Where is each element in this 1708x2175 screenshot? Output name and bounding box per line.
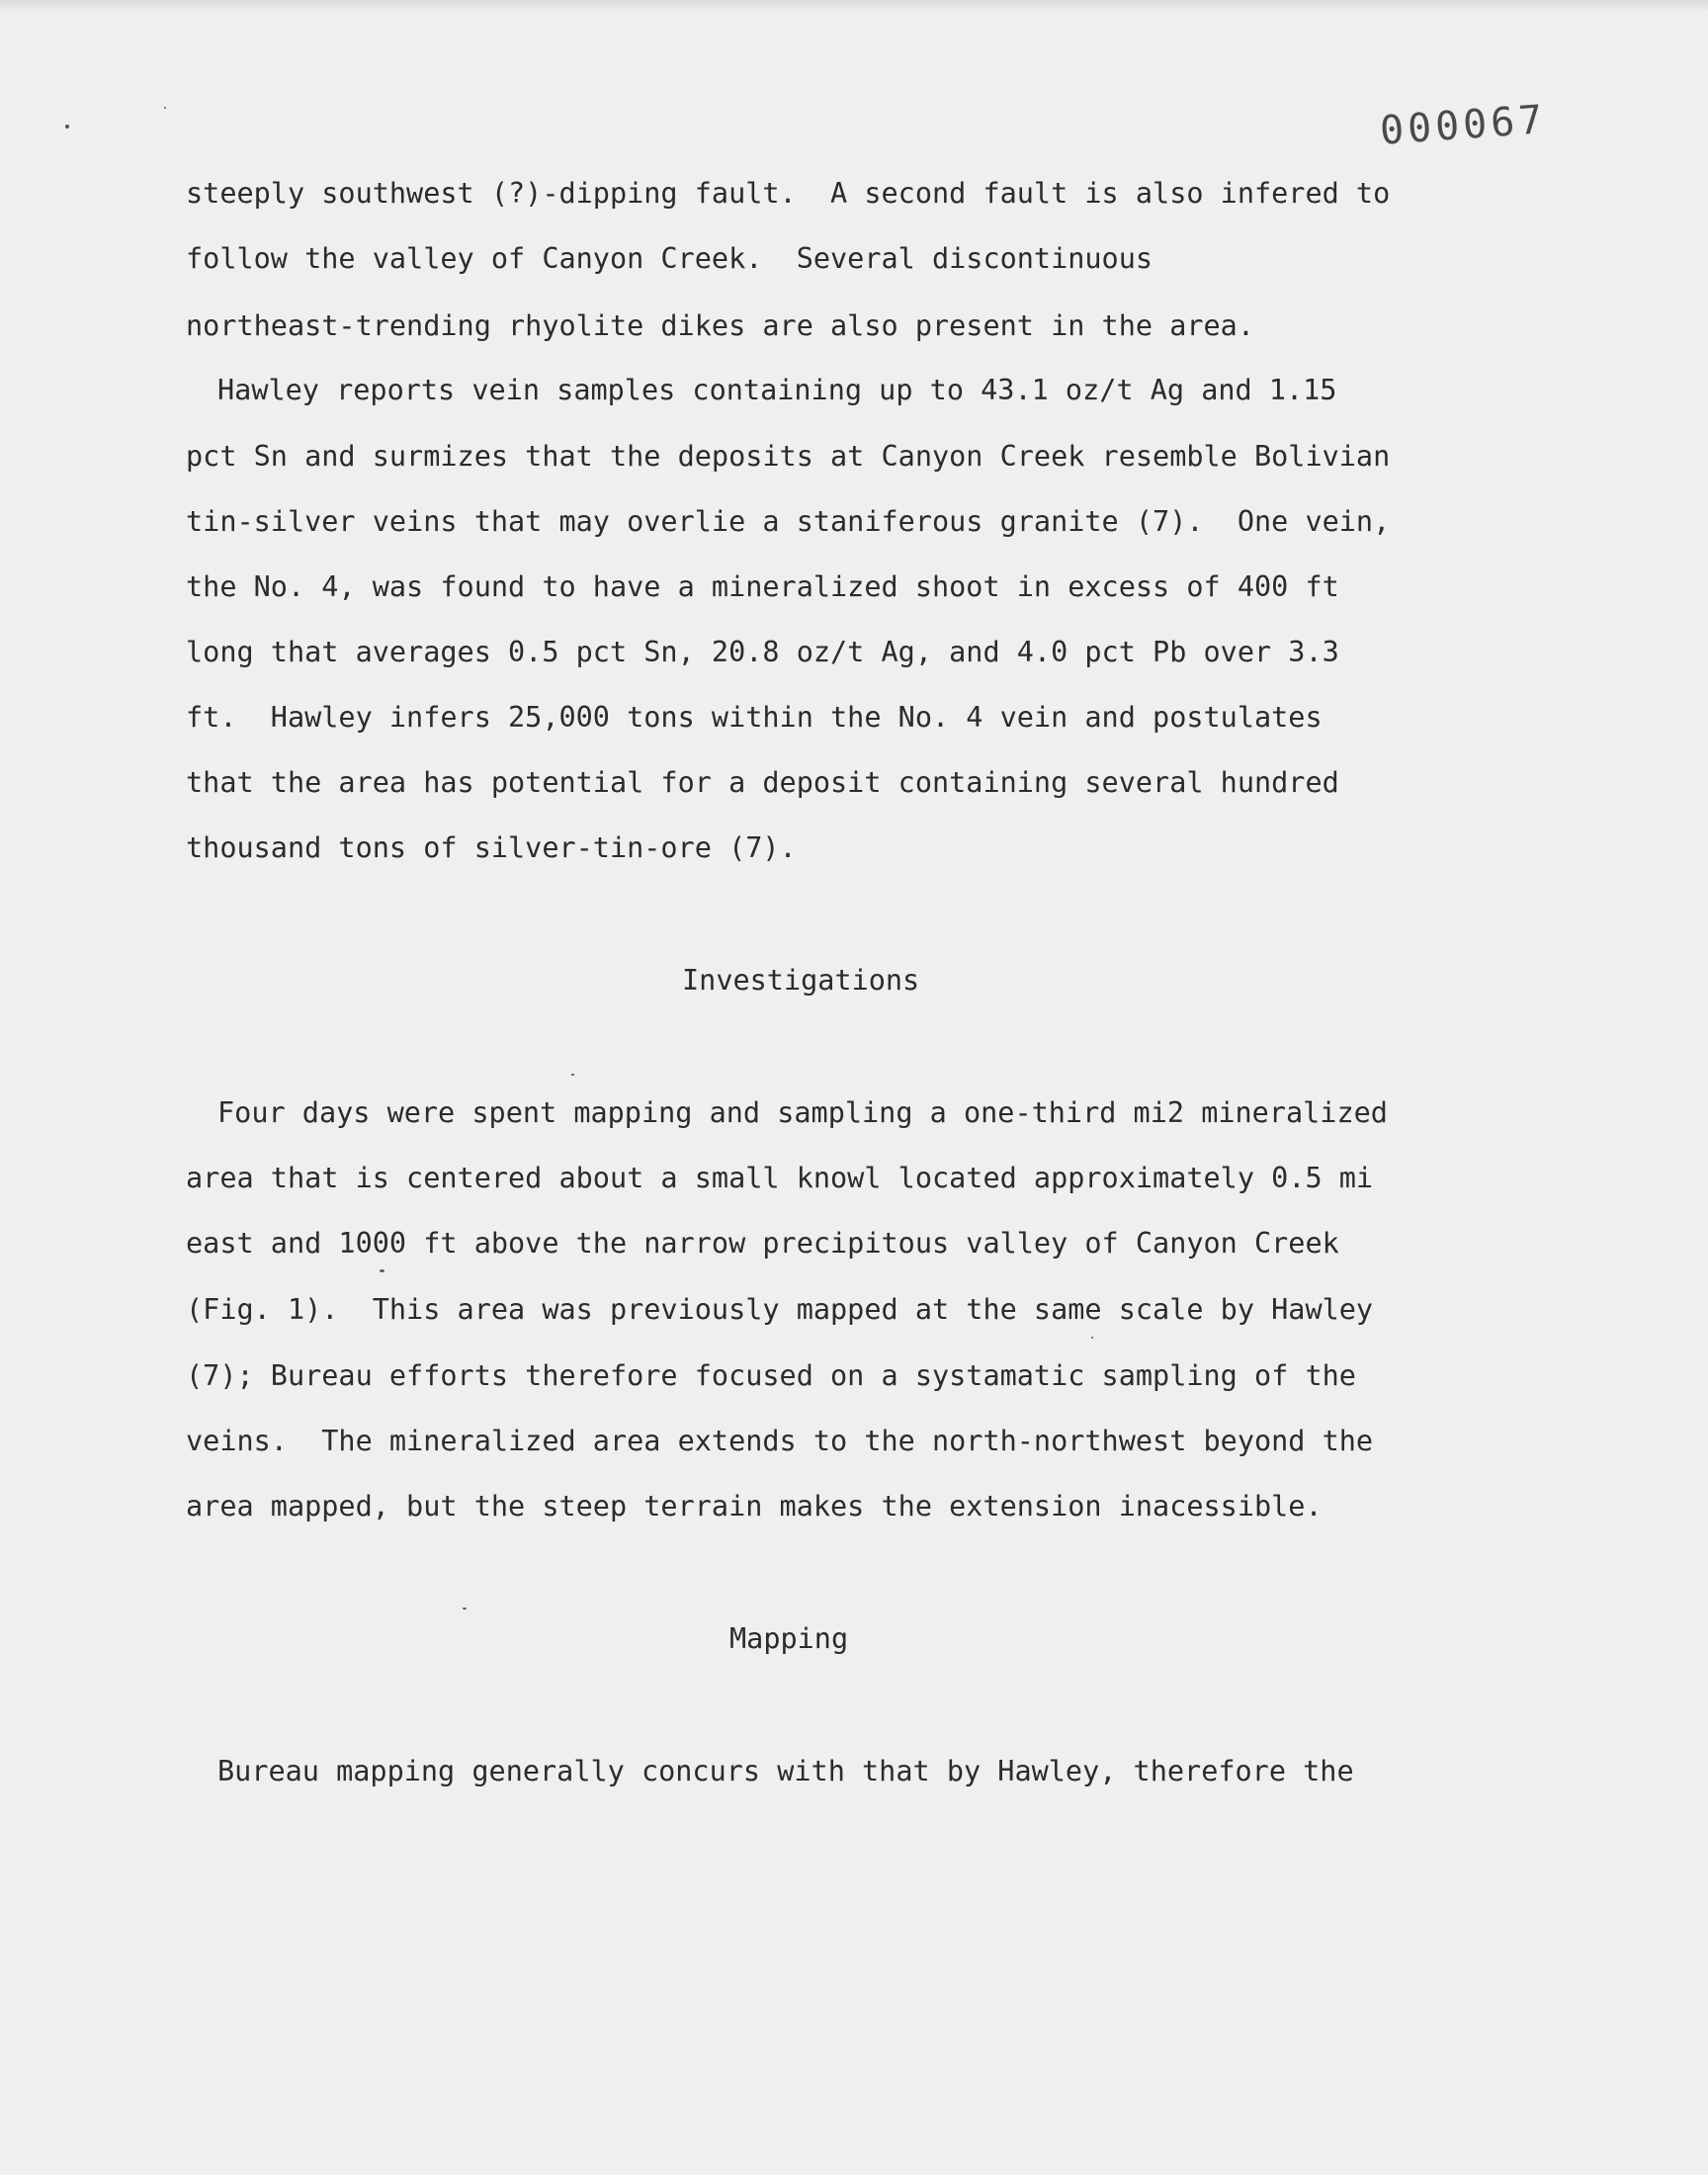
scan-speck [463,1608,467,1610]
text-line: Hawley reports vein samples containing up to 43.1 oz/t Ag and 1.15 [217,374,1337,406]
text-line: pct Sn and surmizes that the deposits at Canyon Creek resemble Bolivian [186,440,1391,473]
text-line: steeply southwest (?)-dipping fault. A second fault is also infered to [186,177,1391,210]
scan-edge [0,0,1708,12]
scan-speck [380,1269,384,1272]
text-line: northeast-trending rhyolite dikes are also present in the area. [186,309,1254,342]
text-line: Bureau mapping generally concurs with that by Hawley, therefore the [217,1755,1354,1787]
scan-speck [164,107,166,109]
text-line: that the area has potential for a deposit containing several hundred [186,766,1339,799]
text-line: (7); Bureau efforts therefore focused on a systamatic sampling of the [186,1359,1356,1392]
text-line: the No. 4, was found to have a mineralized shoot in excess of 400 ft [186,570,1339,603]
text-line: ft. Hawley infers 25,000 tons within the No. 4 vein and postulates [186,701,1323,734]
text-line: (Fig. 1). This area was previously mapped at the same scale by Hawley [186,1293,1374,1326]
text-line: thousand tons of silver-tin-ore (7). [186,831,797,864]
scan-speck [571,1074,574,1076]
scan-speck [65,125,69,129]
text-line: veins. The mineralized area extends to the north-northwest beyond the [186,1425,1374,1457]
text-line: Four days were spent mapping and sampling a one-third mi2 mineralized [217,1096,1388,1129]
section-heading-mapping: Mapping [729,1622,849,1655]
text-line: area mapped, but the steep terrain makes the extension inacessible. [186,1490,1323,1522]
scan-speck [1091,1337,1093,1339]
text-line: tin-silver veins that may overlie a staniferous granite (7). One vein, [186,505,1391,538]
section-heading-investigations: Investigations [682,964,920,997]
text-line: east and 1000 ft above the narrow precipitous valley of Canyon Creek [186,1227,1339,1260]
text-line: follow the valley of Canyon Creek. Several discontinuous [186,242,1153,275]
text-line: area that is centered about a small knowl located approximately 0.5 mi [186,1162,1374,1194]
page-number: 000067 [1378,97,1548,154]
text-line: long that averages 0.5 pct Sn, 20.8 oz/t Ag, and 4.0 pct Pb over 3.3 [186,636,1339,668]
